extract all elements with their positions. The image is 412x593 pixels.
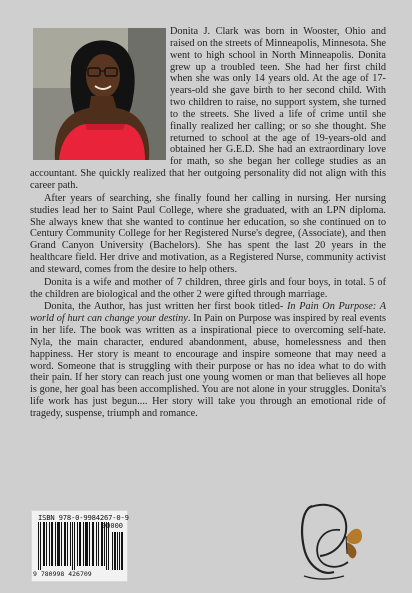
author-photo — [33, 28, 166, 160]
price-code: 90000 — [101, 522, 123, 530]
bio-paragraph-4 — [30, 301, 386, 419]
bio-paragraph-3: Donita is a wife and mother of 7 children, three girls and four boys, in total. 5 of the children are biological and the other 2 were gifted through marriage. — [30, 276, 386, 300]
isbn-barcode — [31, 510, 128, 582]
book-title: In Pain On Purpose: A world of hurt can change your destiny — [30, 301, 387, 325]
isbn-text: ISBN 978-0-9984267-0-9 — [38, 513, 129, 522]
barcode-bars — [36, 522, 124, 570]
barcode-number: 9 780998 426709 — [33, 570, 92, 578]
bio-paragraph-4-rest: . In Pain on Purpose was inspired by real events in her life. The book was written as a inspirational piece to overcoming self-hate. Nyla, the main character, endured abandonment, abuse, homelessness and then happiness. Her story is meant to encourage and inspire someone that may need a word. Someone that is struggling with their purpose or has no idea what to do with their pain. If her story can reach just one young women or man that believes all hope is gone, her goal has been accomplished. You are not alone in your struggles. Donita's life work has just begun.... Her story will take you through an emotional ride of tragedy, suspense, triumph and romance. — [30, 313, 387, 419]
isbn-label — [38, 513, 129, 522]
bio-paragraph-4-lead: Donita, the Author, has just written her first book titled- — [44, 301, 287, 313]
bio-paragraph-2: After years of searching, she finally found her calling in nursing. Her nursing studies lead her to Saint Paul College, where she graduated, with an LPN diploma. She always knew that she wanted to continue her education, so she continued on to Century Community College for her Registered Nurse's degree, (Associate), and then Grand Canyon University (Bachelors). She has spent the last 20 years in the healthcare field. Her drive and motivation, as a Registered Nurse, community activist and steward, comes from the desire to help others. — [30, 192, 386, 275]
bio-paragraph-1: Donita J. Clark was born in Wooster, Ohio and raised on the streets of Minneapolis, Minnesota. She went to high school in North Minneapolis. Donita grew up a troubled teen. She had her first child when she was only 14 years old. At the age of 17-years-old she gave birth to her second child. With two children to raise, no support system, she turned to the streets. She lived a life of crime until she finally realized her calling; or so she thought. She returned to school at the age of 19-years-old and obtained her G.E.D. She had an extraordinary love for math, so she began her college studies as an accountant. She quickly realized that her outgoing personality did not align with this career path. — [30, 26, 386, 191]
publisher-logo-icon — [294, 496, 364, 582]
